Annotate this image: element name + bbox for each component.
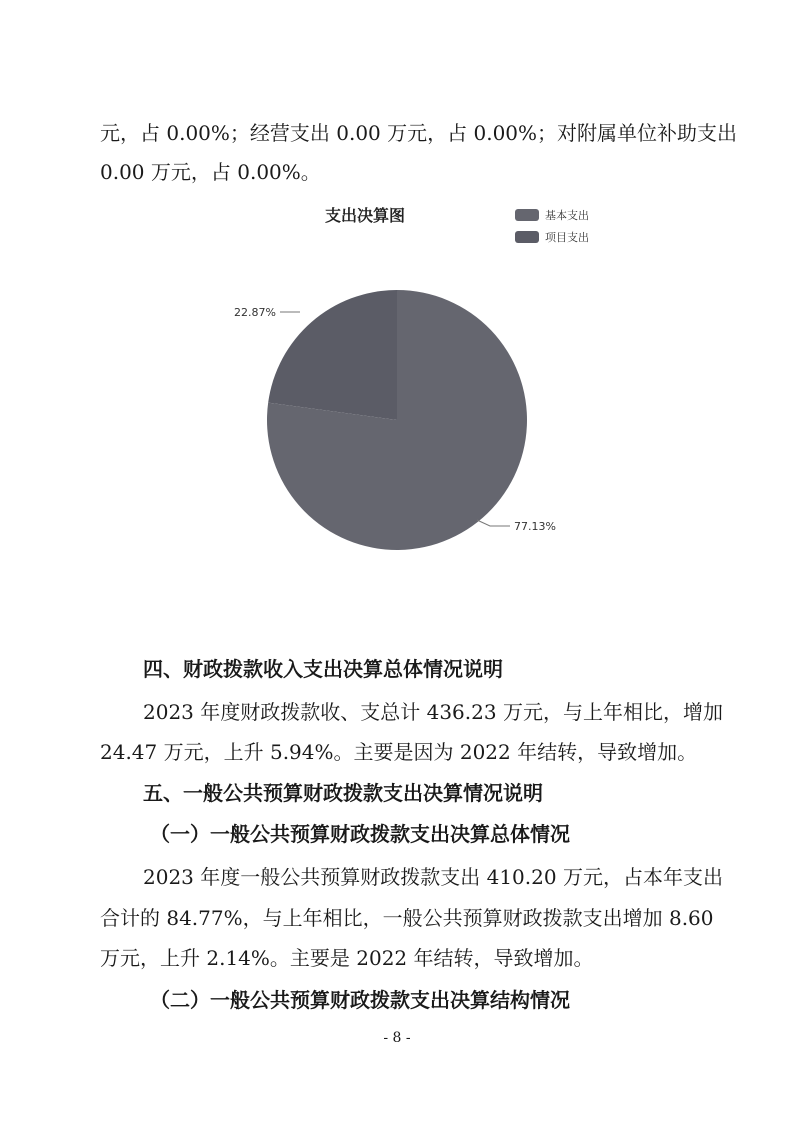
paragraph-line: 24.47 万元，上升 5.94%。主要是因为 2022 年结转，导致增加。 <box>100 740 698 764</box>
paragraph-line: 2023 年度财政拨款收、支总计 436.23 万元，与上年相比，增加 <box>143 700 723 724</box>
section-heading-4: 四、财政拨款收入支出决算总体情况说明 <box>143 657 503 681</box>
subsection-heading-1: （一）一般公共预算财政拨款支出决算总体情况 <box>150 822 570 846</box>
legend-label: 项目支出 <box>545 231 589 244</box>
page-number: - 8 - <box>383 1030 411 1046</box>
paragraph-line: 0.00 万元，占 0.00%。 <box>100 160 321 184</box>
subsection-heading-2: （二）一般公共预算财政拨款支出决算结构情况 <box>150 988 570 1012</box>
legend-label: 基本支出 <box>545 209 589 222</box>
pie-slice-project <box>268 290 397 420</box>
pie-slice-label: 77.13% <box>514 520 556 533</box>
paragraph-line: 元，占 0.00%；经营支出 0.00 万元，占 0.00%；对附属单位补助支出 <box>100 121 738 145</box>
paragraph-line: 万元，上升 2.14%。主要是 2022 年结转，导致增加。 <box>100 946 594 970</box>
pie-leader-line <box>477 520 510 526</box>
paragraph-line: 合计的 84.77%，与上年相比，一般公共预算财政拨款支出增加 8.60 <box>100 906 714 930</box>
section-heading-5: 五、一般公共预算财政拨款支出决算情况说明 <box>143 781 543 805</box>
paragraph-line: 2023 年度一般公共预算财政拨款支出 410.20 万元，占本年支出 <box>143 865 723 889</box>
chart-title: 支出决算图 <box>325 206 406 225</box>
pie-slice-label: 22.87% <box>234 306 276 319</box>
